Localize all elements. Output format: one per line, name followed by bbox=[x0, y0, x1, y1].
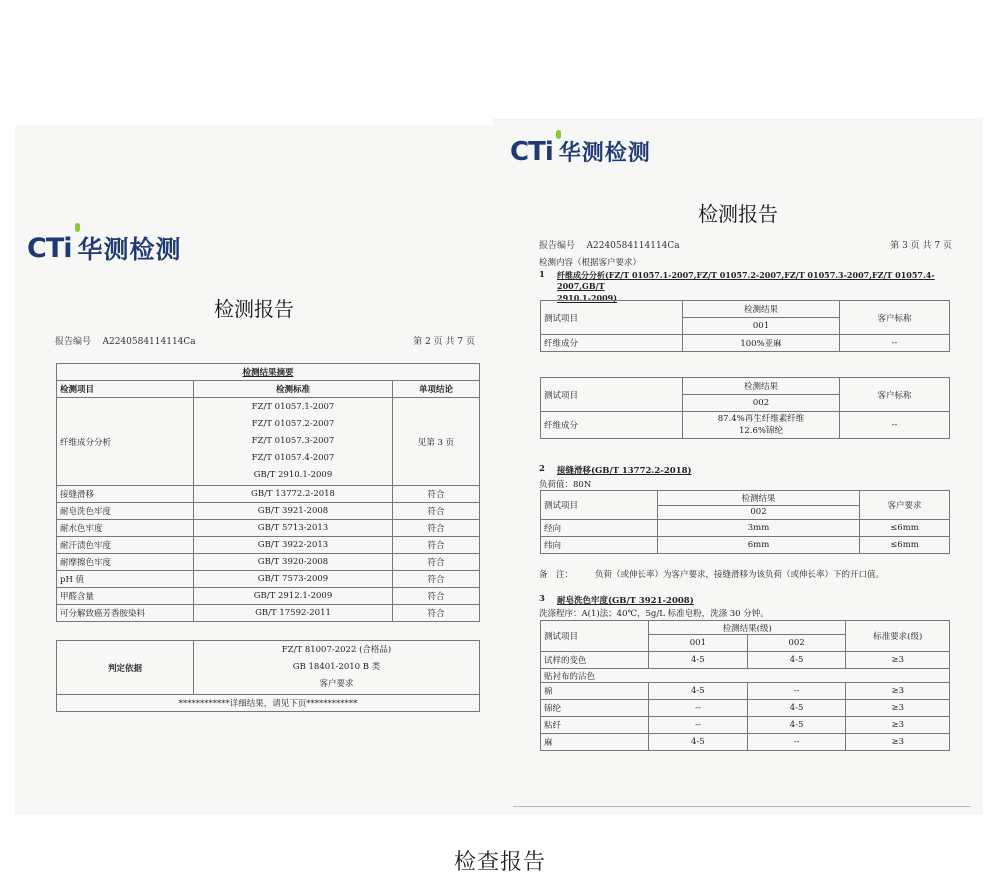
table-row: 接缝滑移 GB/T 13772.2-2018 符合 bbox=[57, 486, 480, 503]
logo-dot-icon bbox=[75, 223, 80, 232]
page-info: 第 3 页 共 7 页 bbox=[890, 241, 952, 251]
summary-title: 检测结果摘要 bbox=[57, 364, 480, 381]
cti-logo bbox=[510, 136, 651, 167]
fiber-standards: FZ/T 01057.1-2007 FZ/T 01057.2-2007 FZ/T 01057.3-2007 FZ/T 01057.4-2007 GB/T 2910.1-2009 bbox=[194, 398, 393, 486]
section-3-title: 耐皂洗色牢度(GB/T 3921-2008) bbox=[557, 596, 694, 606]
table-row: 锦纶 -- 4-5 ≥3 bbox=[541, 700, 950, 717]
table-row: 试样的变色 4-5 4-5 ≥3 bbox=[541, 652, 950, 669]
section-3-number: 3 bbox=[539, 594, 545, 604]
table-row: 麻 4-5 -- ≥3 bbox=[541, 734, 950, 751]
note-label: 备 注： bbox=[539, 570, 574, 580]
logo-mark: CTi bbox=[510, 136, 553, 167]
table-row: 纤维成分 100%亚麻 -- bbox=[541, 335, 950, 352]
section-3-procedure: 洗涤程序：A(1)法；40℃，5g/L 标准皂粉，洗涤 30 分钟。 bbox=[539, 609, 769, 619]
logo-chinese-name: 华测检测 bbox=[558, 141, 651, 166]
section-2-title: 接缝滑移(GB/T 13772.2-2018) bbox=[557, 466, 692, 476]
header-item: 检测项目 bbox=[57, 381, 194, 398]
table-row: 纤维成分 87.4%再生纤维素纤维 12.6%锦纶 -- bbox=[541, 412, 950, 439]
table-row: 粘纤 -- 4-5 ≥3 bbox=[541, 717, 950, 734]
report-number: 报告编号 A2240584114114Ca bbox=[55, 337, 196, 347]
detail-note: ************详细结果，请见下页************ bbox=[57, 695, 480, 712]
table-row: 耐皂洗色牢度 GB/T 3921-2008 符合 bbox=[57, 503, 480, 520]
section-2-number: 2 bbox=[539, 464, 545, 474]
section-2-load: 负荷值：80N bbox=[539, 480, 592, 490]
report-number: 报告编号 A2240584114114Ca bbox=[539, 241, 680, 251]
cti-logo bbox=[27, 230, 182, 266]
fiber-table-001: 测试项目 检测结果 客户标称 001 纤维成分 100%亚麻 -- bbox=[540, 300, 950, 352]
page-info: 第 2 页 共 7 页 bbox=[413, 337, 475, 347]
report-title: 检测报告 bbox=[214, 297, 294, 321]
header-conclusion: 单项结论 bbox=[393, 381, 480, 398]
section-1-title: 纤维成分分析(FZ/T 01057.1-2007,FZ/T 01057.2-2007,FZ/T 01057.3-2007,FZ/T 01057.4-2007,GB/T 2910.1-2009) bbox=[557, 270, 935, 303]
seam-slippage-table: 测试项目 检测结果 客户要求 002 经向 3mm ≤6mm 纬向 6mm ≤6mm bbox=[540, 490, 950, 554]
image-caption: 检查报告 bbox=[453, 850, 546, 875]
table-row: 耐汗渍色牢度 GB/T 3922-2013 符合 bbox=[57, 537, 480, 554]
report-page-2 bbox=[15, 125, 493, 815]
header-standard: 检测标准 bbox=[194, 381, 393, 398]
logo-dot-icon bbox=[556, 130, 561, 139]
judgement-label: 判定依据 bbox=[57, 641, 194, 695]
table-row: pH 值 GB/T 7573-2009 符合 bbox=[57, 571, 480, 588]
table-row: 甲醛含量 GB/T 2912.1-2009 符合 bbox=[57, 588, 480, 605]
report-page-3 bbox=[493, 118, 983, 815]
judgement-basis: FZ/T 81007-2022 (合格品) GB 18401-2010 B 类 客户要求 bbox=[194, 641, 480, 695]
logo-mark: CTi bbox=[27, 232, 72, 264]
page-footer-divider bbox=[513, 806, 971, 807]
table-row: 耐摩擦色牢度 GB/T 3920-2008 符合 bbox=[57, 554, 480, 571]
soap-wash-table: 测试项目 检测结果(级) 标准要求(级) 001 002 试样的变色 4-5 4-5 ≥3 贴衬布的沾色 棉 4-5 -- ≥3 锦纶 -- 4-5 ≥3 粘纤 -- 4-5 ≥3 麻 4-5 -- ≥3 bbox=[540, 620, 950, 751]
fiber-item: 纤维成分分析 bbox=[57, 398, 194, 486]
note-text: 负荷（或伸长率）为客户要求，接缝滑移为该负荷（或伸长率）下的开口值。 bbox=[595, 570, 885, 580]
fiber-table-002: 测试项目 检测结果 客户标称 002 纤维成分 87.4%再生纤维素纤维 12.6%锦纶 -- bbox=[540, 377, 950, 439]
table-row: 经向 3mm ≤6mm bbox=[541, 520, 950, 537]
summary-table bbox=[56, 363, 480, 622]
content-line: 检测内容（根据客户要求） bbox=[539, 258, 642, 268]
report-title: 检测报告 bbox=[698, 202, 778, 226]
table-row bbox=[57, 398, 480, 486]
fiber-result: 见第 3 页 bbox=[393, 398, 480, 486]
judgement-table bbox=[56, 640, 480, 712]
table-row: 耐水色牢度 GB/T 5713-2013 符合 bbox=[57, 520, 480, 537]
logo-chinese-name: 华测检测 bbox=[77, 235, 182, 264]
table-row: 棉 4-5 -- ≥3 bbox=[541, 683, 950, 700]
table-row: 可分解致癌芳香胺染料 GB/T 17592-2011 符合 bbox=[57, 605, 480, 622]
table-row: 贴衬布的沾色 bbox=[541, 669, 950, 683]
table-row: 纬向 6mm ≤6mm bbox=[541, 537, 950, 554]
section-1-number: 1 bbox=[539, 270, 545, 280]
